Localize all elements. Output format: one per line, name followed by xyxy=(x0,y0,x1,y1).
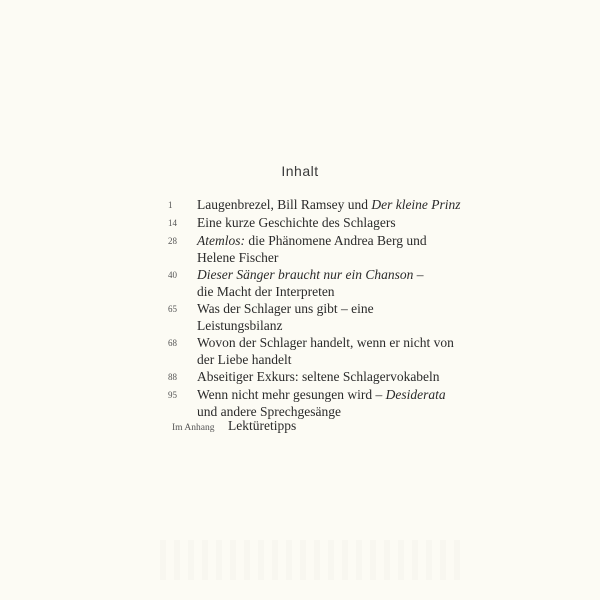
toc-page-number: 65 xyxy=(168,304,177,314)
toc-entry-title xyxy=(197,196,461,213)
appendix-label: Im Anhang xyxy=(172,423,215,433)
toc-entry-title xyxy=(197,300,458,334)
toc-entry-line xyxy=(197,317,458,334)
toc-entry xyxy=(168,300,458,334)
toc-text: Leistungsbilanz xyxy=(197,318,283,333)
toc-italic-text: Atemlos: xyxy=(197,233,245,248)
toc-entry xyxy=(168,266,458,300)
toc-page-number: 40 xyxy=(168,270,177,280)
toc-text: Wovon der Schlager handelt, wenn er nicht von xyxy=(197,335,454,350)
toc-entry xyxy=(168,214,458,232)
toc-text: – xyxy=(413,267,424,282)
toc-page-number: 28 xyxy=(168,236,177,246)
toc-entry-line xyxy=(197,334,458,351)
toc-entry-title xyxy=(197,266,458,300)
toc-text: Wenn nicht mehr gesungen wird – xyxy=(197,387,386,402)
toc-page-number: 1 xyxy=(168,200,173,210)
toc-entry-title xyxy=(197,232,458,266)
toc-text: Was der Schlager uns gibt – eine xyxy=(197,301,374,316)
toc-entry-line xyxy=(197,249,458,266)
toc-entry-title xyxy=(197,214,458,231)
toc-page-number: 95 xyxy=(168,390,177,400)
toc-text: der Liebe handelt xyxy=(197,352,292,367)
toc-italic-text: Der kleine Prinz xyxy=(371,197,461,212)
toc-text: die Phänomene Andrea Berg und xyxy=(245,233,427,248)
toc-entry-line xyxy=(197,214,458,231)
toc-text: Helene Fischer xyxy=(197,250,279,265)
toc-entry-title xyxy=(197,386,458,420)
toc-text: Eine kurze Geschichte des Schlagers xyxy=(197,215,396,230)
toc-entry-line xyxy=(197,266,458,283)
toc-entry-title xyxy=(197,368,458,385)
toc-italic-text: Dieser Sänger braucht nur ein Chanson xyxy=(197,267,414,282)
toc-text: und andere Sprechgesänge xyxy=(197,404,341,419)
bleed-through-decoration xyxy=(160,540,460,580)
toc-entry xyxy=(168,368,458,386)
toc-entry-line xyxy=(197,351,458,368)
toc-entry-line xyxy=(197,283,458,300)
toc-entry xyxy=(168,196,461,214)
toc-entry xyxy=(168,334,458,368)
toc-page-number: 14 xyxy=(168,218,177,228)
toc-text: Laugenbrezel, Bill Ramsey und xyxy=(197,197,372,212)
toc-page-number: 88 xyxy=(168,372,177,382)
toc-page-number: 68 xyxy=(168,338,177,348)
toc-italic-text: Desiderata xyxy=(385,387,446,402)
toc-entry-line xyxy=(197,386,458,403)
appendix-text: Lektüretipps xyxy=(228,418,297,433)
table-of-contents xyxy=(168,196,461,420)
page-title: Inhalt xyxy=(281,163,319,179)
toc-entry-line xyxy=(197,300,458,317)
toc-entry-title xyxy=(197,334,458,368)
toc-text: die Macht der Interpreten xyxy=(197,284,335,299)
toc-entry xyxy=(168,386,458,420)
appendix-entry xyxy=(172,418,296,434)
toc-text: Abseitiger Exkurs: seltene Schlagervokabeln xyxy=(197,369,440,384)
toc-entry-line xyxy=(197,196,461,213)
toc-entry xyxy=(168,232,458,266)
toc-entry-line xyxy=(197,368,458,385)
toc-entry-line xyxy=(197,232,458,249)
